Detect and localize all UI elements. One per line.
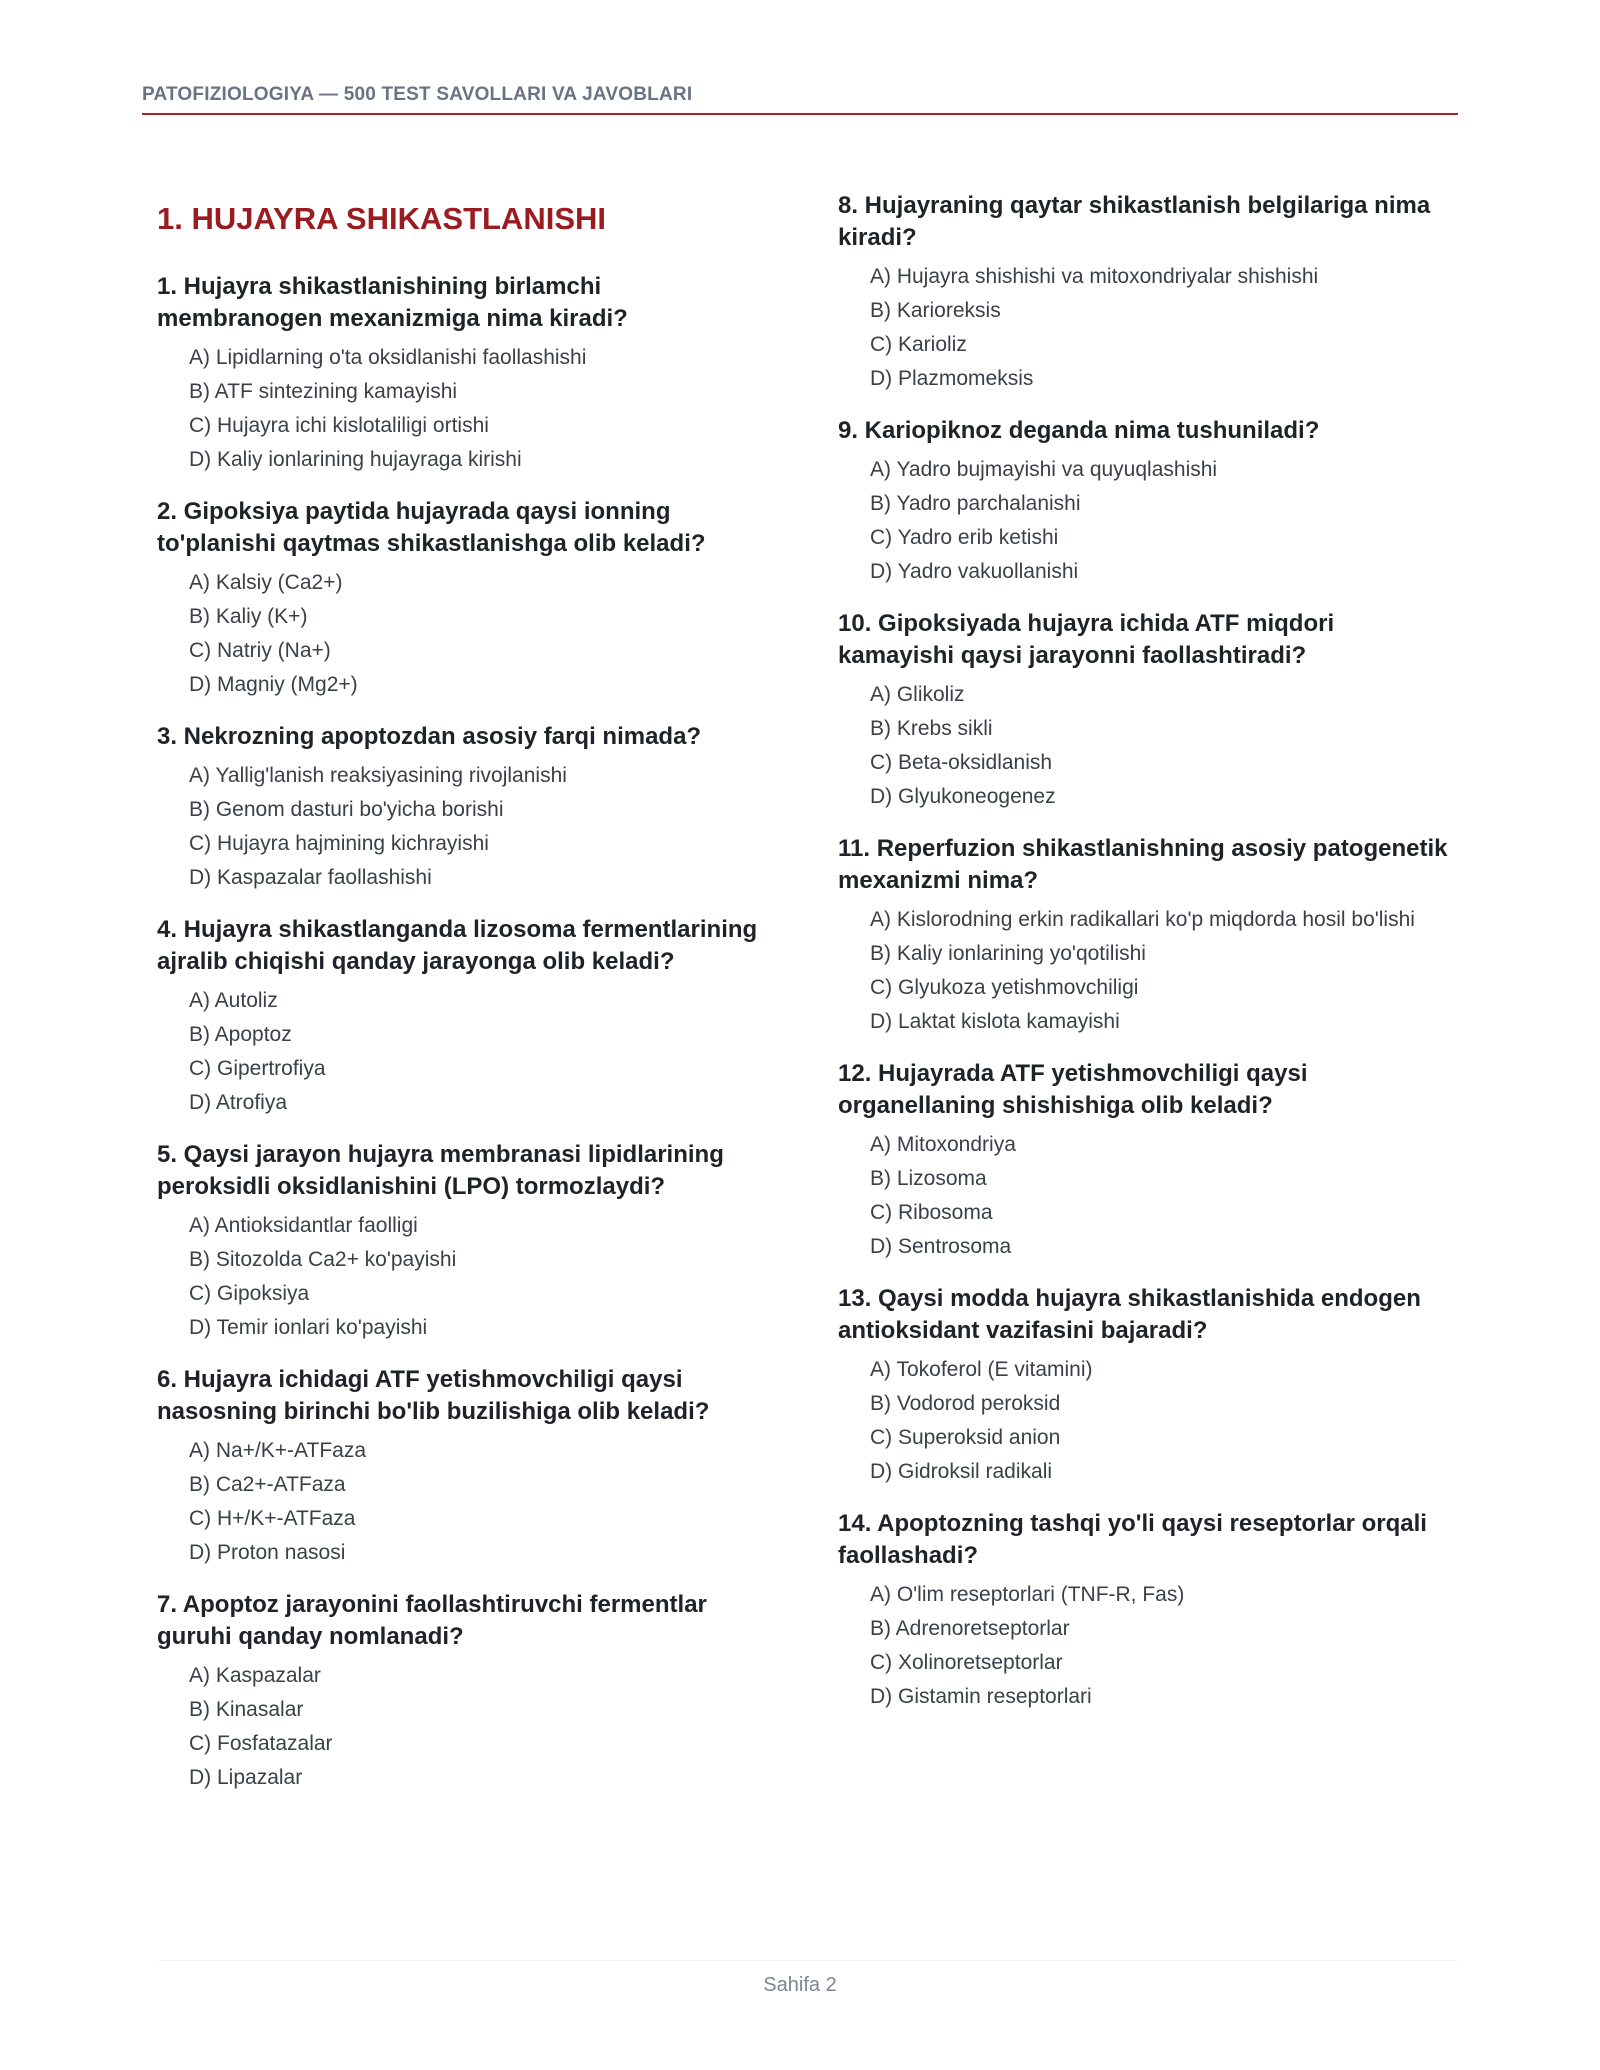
answer-option: C) Gipertrofiya	[189, 1057, 326, 1080]
running-header: PATOFIZIOLOGIYA — 500 TEST SAVOLLARI VA JAVOBLARI	[142, 84, 1458, 115]
question-text: 14. Apoptozning tashqi yo'li qaysi reseptorlar orqali faollashadi?	[838, 1510, 1427, 1569]
answer-option: C) Natriy (Na+)	[189, 639, 331, 662]
answer-option: D) Magniy (Mg2+)	[189, 673, 358, 696]
answer-option: A) Mitoxondriya	[870, 1133, 1016, 1156]
question-text: 11. Reperfuzion shikastlanishning asosiy patogenetik mexanizmi nima?	[838, 835, 1448, 894]
question-text: 4. Hujayra shikastlanganda lizosoma fermentlarining ajralib chiqishi qanday jarayonga olib keladi?	[157, 916, 758, 975]
question-block	[157, 914, 767, 1120]
question-text: 5. Qaysi jarayon hujayra membranasi lipidlarining peroksidli oksidlanishini (LPO) tormozlaydi?	[157, 1141, 724, 1200]
answer-option: B) Vodorod peroksid	[870, 1392, 1061, 1415]
question-block	[838, 415, 1448, 589]
answer-option: A) O'lim reseptorlari (TNF-R, Fas)	[870, 1583, 1185, 1606]
answer-option: B) Ca2+-ATFaza	[189, 1473, 346, 1496]
answer-option: B) Kinasalar	[189, 1698, 304, 1721]
question-text: 3. Nekrozning apoptozdan asosiy farqi nimada?	[157, 723, 702, 750]
answer-option: B) Yadro parchalanishi	[870, 492, 1081, 515]
answer-option: D) Kaliy ionlarining hujayraga kirishi	[189, 448, 522, 471]
answer-option: D) Laktat kislota kamayishi	[870, 1010, 1120, 1033]
right-column	[838, 190, 1448, 1733]
answer-option: A) Na+/K+-ATFaza	[189, 1439, 367, 1462]
answer-option: B) Genom dasturi bo'yicha borishi	[189, 798, 504, 821]
answer-option: C) Hujayra ichi kislotaliligi ortishi	[189, 414, 489, 437]
question-text: 8. Hujayraning qaytar shikastlanish belgilariga nima kiradi?	[838, 192, 1431, 251]
question-block	[838, 608, 1448, 814]
answer-option: B) Kaliy (K+)	[189, 605, 308, 628]
question-block	[838, 833, 1448, 1039]
left-column	[157, 190, 767, 1814]
question-text: 12. Hujayrada ATF yetishmovchiligi qaysi organellaning shishishiga olib keladi?	[838, 1060, 1308, 1119]
answer-option: B) Kaliy ionlarining yo'qotilishi	[870, 942, 1146, 965]
answer-option: A) Antioksidantlar faolligi	[189, 1214, 418, 1237]
answer-option: D) Atrofiya	[189, 1091, 288, 1114]
footer-divider	[157, 1960, 1457, 1961]
answer-option: A) Tokoferol (E vitamini)	[870, 1358, 1093, 1381]
question-block	[838, 1508, 1448, 1714]
answer-option: D) Lipazalar	[189, 1766, 303, 1789]
answer-option: C) Hujayra hajmining kichrayishi	[189, 832, 489, 855]
answer-option: D) Plazmomeksis	[870, 367, 1034, 390]
answer-option: C) Xolinoretseptorlar	[870, 1651, 1063, 1674]
answer-option: C) Superoksid anion	[870, 1426, 1061, 1449]
answer-option: D) Temir ionlari ko'payishi	[189, 1316, 428, 1339]
answer-option: C) Yadro erib ketishi	[870, 526, 1059, 549]
answer-option: B) Sitozolda Ca2+ ko'payishi	[189, 1248, 457, 1271]
answer-option: A) Autoliz	[189, 989, 278, 1012]
question-text: 1. Hujayra shikastlanishining birlamchi membranogen mexanizmiga nima kiradi?	[157, 273, 628, 332]
answer-option: A) Yallig'lanish reaksiyasining rivojlanishi	[189, 764, 567, 787]
question-block	[157, 1139, 767, 1345]
question-block	[838, 1058, 1448, 1264]
answer-option: B) Karioreksis	[870, 299, 1001, 322]
question-text: 10. Gipoksiyada hujayra ichida ATF miqdori kamayishi qaysi jarayonni faollashtiradi?	[838, 610, 1335, 669]
question-block	[157, 1589, 767, 1795]
question-block	[838, 1283, 1448, 1489]
answer-option: A) Kalsiy (Ca2+)	[189, 571, 343, 594]
question-block	[838, 190, 1448, 396]
question-text: 6. Hujayra ichidagi ATF yetishmovchiligi qaysi nasosning birinchi bo'lib buzilishiga olib keladi?	[157, 1366, 710, 1425]
question-text: 9. Kariopiknoz deganda nima tushuniladi?	[838, 417, 1320, 444]
answer-option: C) Glyukoza yetishmovchiligi	[870, 976, 1139, 999]
answer-option: A) Hujayra shishishi va mitoxondriyalar shishishi	[870, 265, 1319, 288]
question-block	[157, 721, 767, 895]
answer-option: D) Gidroksil radikali	[870, 1460, 1053, 1483]
answer-option: D) Glyukoneogenez	[870, 785, 1056, 808]
answer-option: C) Gipoksiya	[189, 1282, 310, 1305]
question-text: 7. Apoptoz jarayonini faollashtiruvchi fermentlar guruhi qanday nomlanadi?	[157, 1591, 707, 1650]
answer-option: B) Apoptoz	[189, 1023, 292, 1046]
answer-option: A) Glikoliz	[870, 683, 965, 706]
answer-option: A) Lipidlarning o'ta oksidlanishi faollashishi	[189, 346, 587, 369]
answer-option: B) Lizosoma	[870, 1167, 987, 1190]
page-number: Sahifa 2	[763, 1974, 837, 1996]
answer-option: B) ATF sintezining kamayishi	[189, 380, 458, 403]
answer-option: A) Kislorodning erkin radikallari ko'p miqdorda hosil bo'lishi	[870, 908, 1415, 931]
answer-option: C) Ribosoma	[870, 1201, 993, 1224]
question-block	[157, 496, 767, 702]
answer-option: C) Beta-oksidlanish	[870, 751, 1053, 774]
answer-option: D) Proton nasosi	[189, 1541, 346, 1564]
answer-option: A) Kaspazalar	[189, 1664, 321, 1687]
answer-option: C) H+/K+-ATFaza	[189, 1507, 356, 1530]
question-block	[157, 1364, 767, 1570]
section-title: 1. HUJAYRA SHIKASTLANISHI	[157, 201, 607, 236]
answer-option: B) Krebs sikli	[870, 717, 993, 740]
answer-option: D) Gistamin reseptorlari	[870, 1685, 1092, 1708]
question-text: 13. Qaysi modda hujayra shikastlanishida endogen antioksidant vazifasini bajaradi?	[838, 1285, 1421, 1344]
answer-option: A) Yadro bujmayishi va quyuqlashishi	[870, 458, 1218, 481]
answer-option: B) Adrenoretseptorlar	[870, 1617, 1070, 1640]
question-block	[157, 271, 767, 477]
question-text: 2. Gipoksiya paytida hujayrada qaysi ionning to'planishi qaytmas shikastlanishga olib keladi?	[157, 498, 706, 557]
answer-option: D) Kaspazalar faollashishi	[189, 866, 432, 889]
answer-option: D) Sentrosoma	[870, 1235, 1012, 1258]
answer-option: D) Yadro vakuollanishi	[870, 560, 1079, 583]
answer-option: C) Fosfatazalar	[189, 1732, 333, 1755]
answer-option: C) Karioliz	[870, 333, 967, 356]
